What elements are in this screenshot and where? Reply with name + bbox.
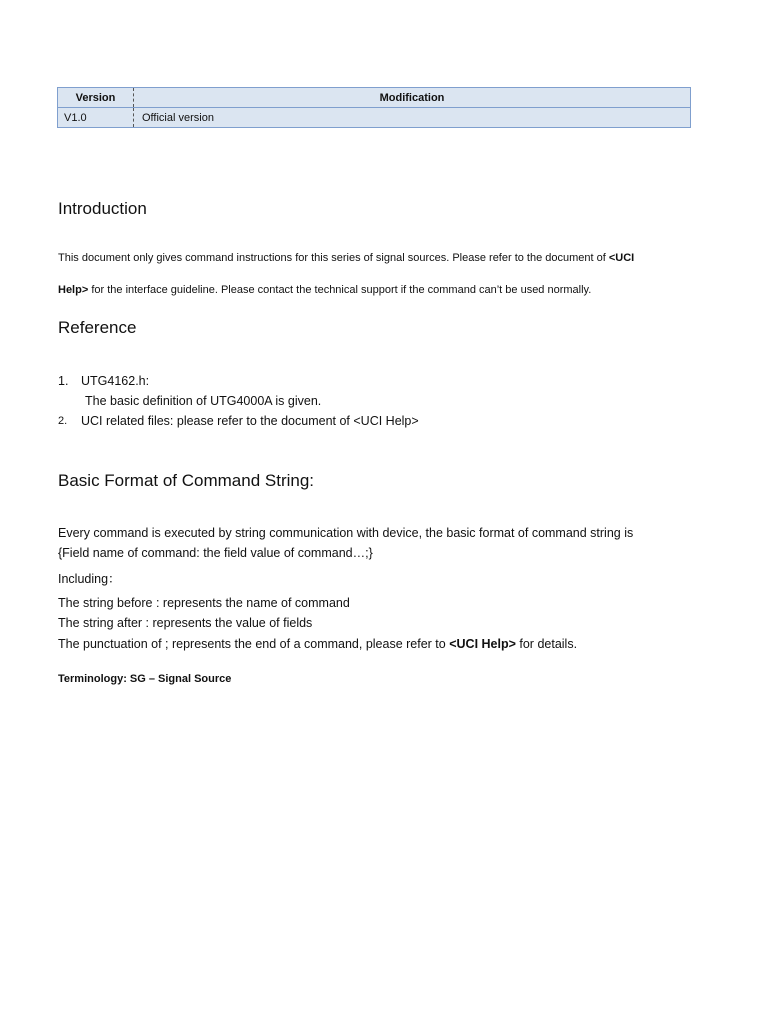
introduction-heading: Introduction (58, 199, 147, 218)
basic-format-para-line-2: {Field name of command: the field value of command…;} (58, 546, 373, 560)
list-item-text: UTG4162.h: (81, 374, 150, 388)
list-item (58, 371, 419, 391)
uci-help-link-part2: Help> (58, 284, 89, 296)
list-item (58, 411, 419, 431)
reference-list (58, 371, 419, 431)
list-number: 1. (58, 374, 69, 388)
introduction-line-2 (58, 284, 591, 296)
punctuation-line (58, 634, 577, 654)
reference-heading: Reference (58, 318, 137, 337)
list-item-text: UCI related files: please refer to the document of <UCI Help> (81, 414, 419, 428)
introduction-line-2-text: for the interface guideline. Please contact the technical support if the command can’t be used normally. (88, 284, 592, 296)
uci-help-link-part1: <UCI (608, 252, 635, 264)
string-before-line: The string before : represents the name of command (58, 596, 350, 610)
introduction-line-1-text: This document only gives command instructions for this series of signal sources. Please refer to the document of (58, 252, 609, 264)
table-row (58, 107, 690, 127)
list-number: 2. (58, 415, 68, 427)
introduction-line-1 (58, 252, 634, 264)
version-table (57, 87, 691, 128)
modification-cell: Official version (142, 111, 214, 124)
punctuation-line-end: for details. (515, 637, 578, 651)
string-after-line: The string after : represents the value of fields (58, 616, 313, 630)
punctuation-line-text: The punctuation of ; represents the end of a command, please refer to (58, 637, 450, 651)
terminology-note: Terminology: SG – Signal Source (58, 673, 232, 685)
including-label: Including： (58, 572, 121, 586)
basic-format-para-line-1: Every command is executed by string communication with device, the basic format of command string is (58, 526, 634, 540)
uci-help-reference: <UCI Help> (449, 637, 516, 651)
list-item-subtext: The basic definition of UTG4000A is given. (85, 394, 322, 408)
version-cell: V1.0 (58, 108, 134, 127)
modification-header-cell: Modification (379, 91, 445, 104)
version-header-cell: Version (58, 88, 134, 107)
basic-format-heading: Basic Format of Command String: (58, 471, 315, 490)
version-table-header (58, 88, 690, 107)
